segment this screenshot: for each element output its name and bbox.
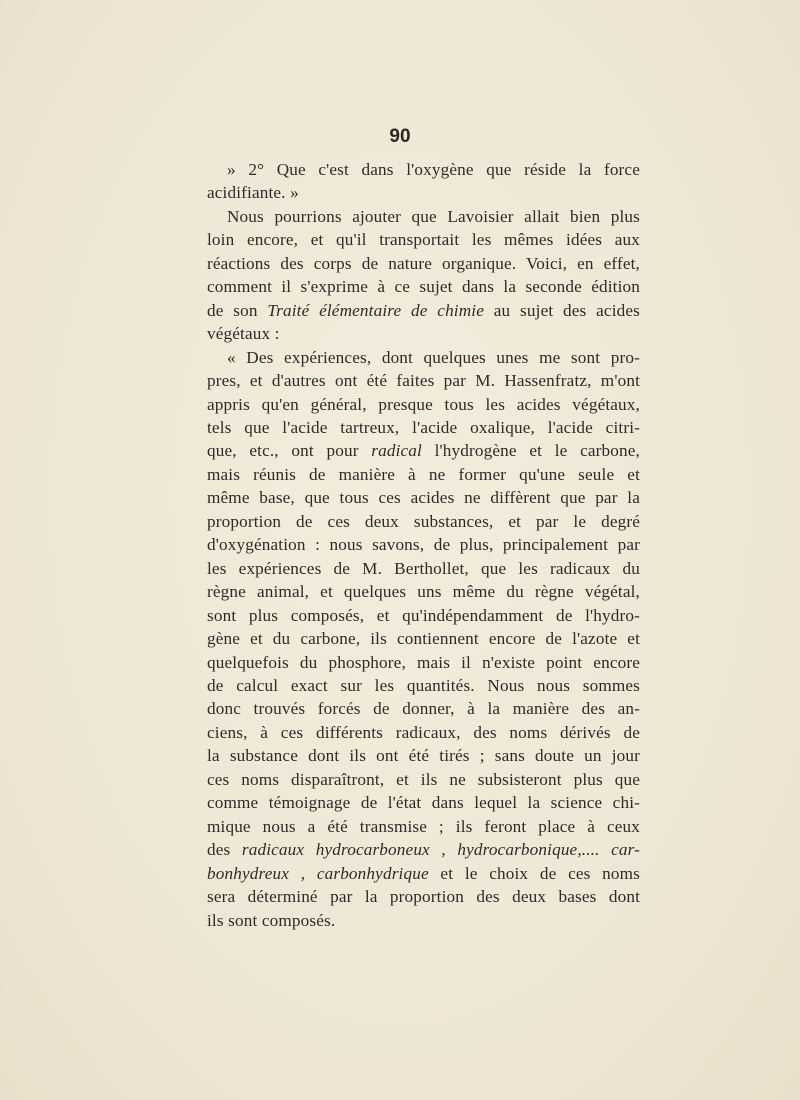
text-line: de son Traité élémentaire de chimie au sujet des acides — [207, 300, 640, 320]
text-line: la substance dont ils ont été tirés ; sans doute un jour — [207, 746, 640, 766]
text-line: même base, que tous ces acides ne diffèrent que par la — [207, 488, 640, 508]
text-line: mais réunis de manière à ne former qu'une seule et — [207, 464, 640, 484]
text-line: « Des expériences, dont quelques unes me sont pro- — [227, 347, 640, 367]
text-line: que, etc., ont pour radical l'hydrogène et le carbone, — [207, 441, 640, 461]
text-line: bonhydreux , carbonhydrique et le choix de ces noms — [207, 863, 640, 883]
text-line: appris qu'en général, presque tous les acides végétaux, — [207, 394, 640, 414]
text-line: ces noms disparaîtront, et ils ne subsisteront plus que — [207, 769, 640, 789]
text-line: pres, et d'autres ont été faites par M. Hassenfratz, m'ont — [207, 371, 640, 391]
body-text — [207, 158, 640, 932]
text-line: des radicaux hydrocarboneux , hydrocarbonique,.... car- — [207, 840, 640, 860]
text-line: d'oxygénation : nous savons, de plus, principalement par — [207, 535, 640, 555]
text-line: comment il s'exprime à ce sujet dans la seconde édition — [207, 277, 640, 297]
text-line: ils sont composés. — [207, 910, 336, 930]
text-line: » 2° Que c'est dans l'oxygène que réside la force — [227, 160, 640, 179]
text-line: quelquefois du phosphore, mais il n'existe point encore — [207, 652, 640, 672]
text-line: donc trouvés forcés de donner, à la manière des an- — [207, 699, 640, 719]
text-line: règne animal, et quelques uns même du règne végétal, — [207, 582, 640, 602]
text-line: réactions des corps de nature organique. Voici, en effet, — [207, 253, 640, 273]
text-line: les expériences de M. Berthollet, que les radicaux du — [207, 558, 640, 578]
text-line: végétaux : — [207, 324, 280, 344]
text-line: Nous pourrions ajouter que Lavoisier allait bien plus — [227, 206, 640, 226]
text-line: comme témoignage de l'état dans lequel la science chi- — [207, 793, 640, 813]
text-line: acidifiante. » — [207, 183, 299, 203]
text-line: gène et du carbone, ils contiennent encore de l'azote et — [207, 629, 640, 649]
text-line: ciens, à ces différents radicaux, des noms dérivés de — [207, 722, 640, 742]
page-number: 90 — [389, 126, 411, 147]
text-line: sera déterminé par la proportion des deux bases dont — [207, 887, 640, 907]
text-line: mique nous a été transmise ; ils feront place à ceux — [207, 816, 640, 836]
text-line: sont plus composés, et qu'indépendamment de l'hydro- — [207, 605, 640, 625]
text-line: loin encore, et qu'il transportait les mêmes idées aux — [207, 230, 640, 250]
text-line: proportion de ces deux substances, et par le degré — [207, 511, 640, 531]
text-line: tels que l'acide tartreux, l'acide oxalique, l'acide citri- — [207, 417, 640, 437]
text-line: de calcul exact sur les quantités. Nous nous sommes — [207, 675, 640, 695]
